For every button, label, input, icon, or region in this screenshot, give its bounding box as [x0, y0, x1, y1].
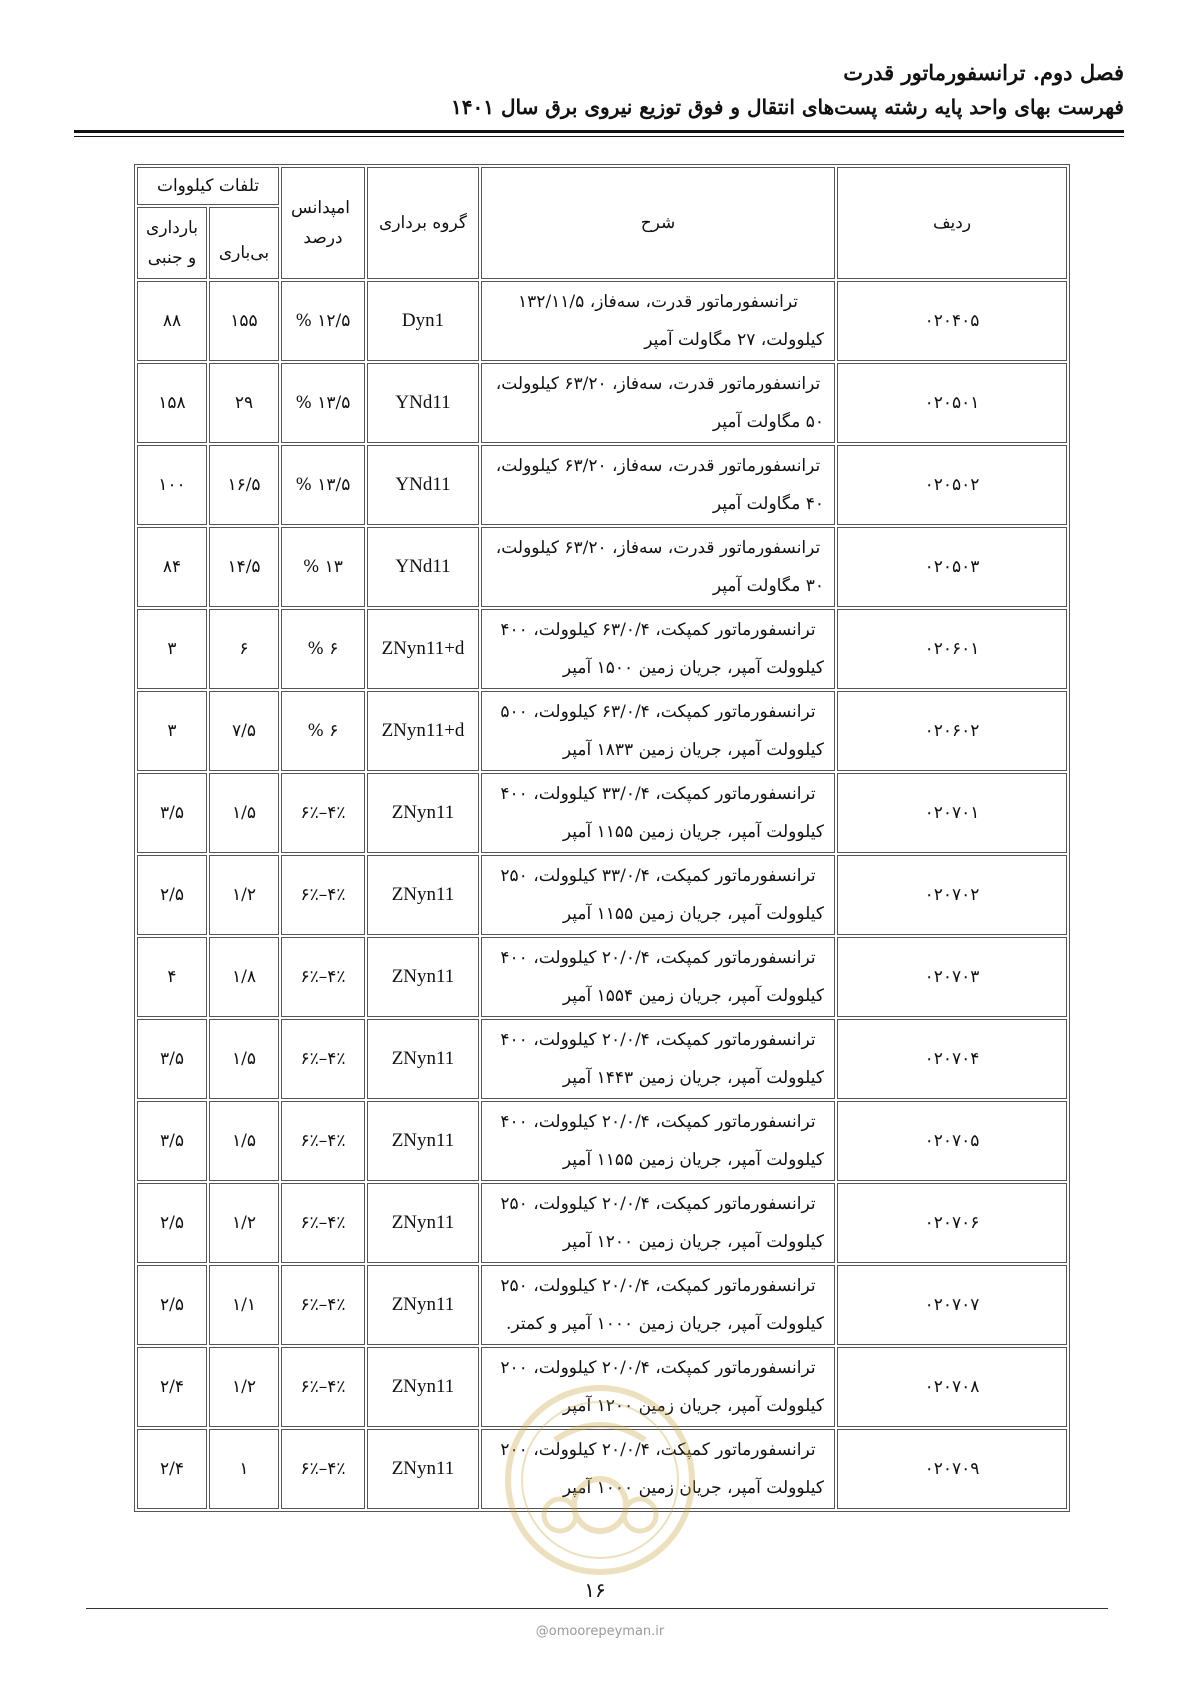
row-code: ۰۲۰۴۰۵	[837, 281, 1067, 361]
header-rule-thick	[74, 130, 1124, 133]
row-vector-group: ZNyn11+d	[367, 691, 479, 771]
page-number: ۱۶	[584, 1578, 606, 1602]
row-load-loss: ۲/۴	[137, 1429, 207, 1509]
row-impedance: ۶ %	[281, 609, 365, 689]
header-rule-thin	[74, 136, 1124, 137]
row-impedance: ۴٪–۶٪	[281, 855, 365, 935]
row-load-loss: ۳/۵	[137, 1101, 207, 1181]
row-load-loss: ۲/۵	[137, 1183, 207, 1263]
row-code: ۰۲۰۵۰۳	[837, 527, 1067, 607]
row-description: ترانسفورماتور کمپکت، ۲۰/۰/۴ کیلوولت، ۲۰۰ کیلوولت آمپر، جریان زمین ۱۲۰۰ آمپر	[481, 1347, 835, 1427]
row-code: ۰۲۰۷۰۸	[837, 1347, 1067, 1427]
row-description: ترانسفورماتور قدرت، سه‌فاز، ۶۳/۲۰ کیلوولت، ۳۰ مگاولت آمپر	[481, 527, 835, 607]
row-code: ۰۲۰۶۰۲	[837, 691, 1067, 771]
row-impedance: ۴٪–۶٪	[281, 1101, 365, 1181]
row-impedance: ۴٪–۶٪	[281, 1347, 365, 1427]
row-impedance: ۴٪–۶٪	[281, 773, 365, 853]
row-description: ترانسفورماتور کمپکت، ۲۰/۰/۴ کیلوولت، ۴۰۰ کیلوولت آمپر، جریان زمین ۱۴۴۳ آمپر	[481, 1019, 835, 1099]
row-vector-group: YNd11	[367, 445, 479, 525]
row-impedance: ۴٪–۶٪	[281, 937, 365, 1017]
row-load-loss: ۳/۵	[137, 773, 207, 853]
table-row	[137, 937, 1067, 1017]
row-impedance: ۱۳ %	[281, 527, 365, 607]
table-row	[137, 609, 1067, 689]
row-vector-group: ZNyn11	[367, 1429, 479, 1509]
row-no-load-loss: ۱۶/۵	[209, 445, 279, 525]
row-load-loss: ۲/۴	[137, 1347, 207, 1427]
row-description: ترانسفورماتور کمپکت، ۶۳/۰/۴ کیلوولت، ۵۰۰ کیلوولت آمپر، جریان زمین ۱۸۳۳ آمپر	[481, 691, 835, 771]
row-load-loss: ۳	[137, 609, 207, 689]
row-no-load-loss: ۱/۸	[209, 937, 279, 1017]
footer-rule	[86, 1608, 1108, 1609]
row-impedance: ۱۳/۵ %	[281, 445, 365, 525]
row-impedance: ۴٪–۶٪	[281, 1019, 365, 1099]
row-description: ترانسفورماتور کمپکت، ۲۰/۰/۴ کیلوولت، ۲۵۰ کیلوولت آمپر، جریان زمین ۱۰۰۰ آمپر و کمتر.	[481, 1265, 835, 1345]
header-group: گروه برداری	[367, 167, 479, 279]
row-load-loss: ۸۴	[137, 527, 207, 607]
header-sharh: شرح	[481, 167, 835, 279]
row-no-load-loss: ۱/۲	[209, 855, 279, 935]
row-description: ترانسفورماتور قدرت، سه‌فاز، ۶۳/۲۰ کیلوولت، ۵۰ مگاولت آمپر	[481, 363, 835, 443]
row-impedance: ۶ %	[281, 691, 365, 771]
row-impedance: ۴٪–۶٪	[281, 1429, 365, 1509]
row-code: ۰۲۰۷۰۵	[837, 1101, 1067, 1181]
row-vector-group: ZNyn11	[367, 1265, 479, 1345]
row-no-load-loss: ۷/۵	[209, 691, 279, 771]
row-impedance: ۱۳/۵ %	[281, 363, 365, 443]
header-impedance: امپدانس درصد	[281, 167, 365, 279]
row-no-load-loss: ۱/۵	[209, 1101, 279, 1181]
table-row	[137, 363, 1067, 443]
price-table	[134, 164, 1070, 1512]
row-vector-group: ZNyn11	[367, 1183, 479, 1263]
table-row	[137, 1265, 1067, 1345]
table-row	[137, 527, 1067, 607]
row-description: ترانسفورماتور قدرت، سه‌فاز، ۱۳۲/۱۱/۵ کیلوولت، ۲۷ مگاولت آمپر	[481, 281, 835, 361]
row-no-load-loss: ۱۴/۵	[209, 527, 279, 607]
seal-watermark-icon	[500, 1380, 700, 1580]
row-code: ۰۲۰۷۰۴	[837, 1019, 1067, 1099]
row-no-load-loss: ۱/۲	[209, 1347, 279, 1427]
table-body	[137, 281, 1067, 1509]
row-impedance: ۱۲/۵ %	[281, 281, 365, 361]
row-load-loss: ۴	[137, 937, 207, 1017]
table-row	[137, 445, 1067, 525]
document-subtitle: فهرست بهای واحد پایه رشته پست‌های انتقال و فوق توزیع نیروی برق سال ۱۴۰۱	[451, 95, 1124, 119]
row-description: ترانسفورماتور کمپکت، ۳۳/۰/۴ کیلوولت، ۲۵۰ کیلوولت آمپر، جریان زمین ۱۱۵۵ آمپر	[481, 855, 835, 935]
row-vector-group: ZNyn11	[367, 1101, 479, 1181]
table-row	[137, 855, 1067, 935]
table-row	[137, 1101, 1067, 1181]
row-vector-group: ZNyn11	[367, 855, 479, 935]
row-load-loss: ۱۵۸	[137, 363, 207, 443]
row-vector-group: ZNyn11	[367, 773, 479, 853]
row-vector-group: Dyn1	[367, 281, 479, 361]
row-code: ۰۲۰۷۰۶	[837, 1183, 1067, 1263]
row-code: ۰۲۰۵۰۲	[837, 445, 1067, 525]
row-code: ۰۲۰۷۰۲	[837, 855, 1067, 935]
header-losses: تلفات کیلووات	[137, 167, 279, 205]
row-code: ۰۲۰۵۰۱	[837, 363, 1067, 443]
row-impedance: ۴٪–۶٪	[281, 1265, 365, 1345]
row-description: ترانسفورماتور کمپکت، ۳۳/۰/۴ کیلوولت، ۴۰۰ کیلوولت آمپر، جریان زمین ۱۱۵۵ آمپر	[481, 773, 835, 853]
row-no-load-loss: ۱۵۵	[209, 281, 279, 361]
site-watermark: @omoorepeyman.ir	[535, 1624, 665, 1639]
row-code: ۰۲۰۷۰۹	[837, 1429, 1067, 1509]
row-vector-group: ZNyn11	[367, 1347, 479, 1427]
table-row	[137, 1183, 1067, 1263]
header-radif: ردیف	[837, 167, 1067, 279]
row-load-loss: ۸۸	[137, 281, 207, 361]
row-description: ترانسفورماتور کمپکت، ۲۰/۰/۴ کیلوولت، ۲۵۰ کیلوولت آمپر، جریان زمین ۱۲۰۰ آمپر	[481, 1183, 835, 1263]
row-vector-group: YNd11	[367, 363, 479, 443]
row-vector-group: ZNyn11+d	[367, 609, 479, 689]
table-row	[137, 773, 1067, 853]
row-no-load-loss: ۶	[209, 609, 279, 689]
row-vector-group: YNd11	[367, 527, 479, 607]
row-impedance: ۴٪–۶٪	[281, 1183, 365, 1263]
row-description: ترانسفورماتور کمپکت، ۲۰/۰/۴ کیلوولت، ۲۰۰ کیلوولت آمپر، جریان زمین ۱۰۰۰ آمپر	[481, 1429, 835, 1509]
table-row	[137, 691, 1067, 771]
row-vector-group: ZNyn11	[367, 1019, 479, 1099]
row-no-load-loss: ۱/۵	[209, 773, 279, 853]
table-row	[137, 1019, 1067, 1099]
row-load-loss: ۳	[137, 691, 207, 771]
header-load: بارداری و جنبی	[137, 207, 207, 279]
row-no-load-loss: ۱/۲	[209, 1183, 279, 1263]
row-code: ۰۲۰۶۰۱	[837, 609, 1067, 689]
row-code: ۰۲۰۷۰۱	[837, 773, 1067, 853]
row-no-load-loss: ۱	[209, 1429, 279, 1509]
row-code: ۰۲۰۷۰۷	[837, 1265, 1067, 1345]
row-description: ترانسفورماتور قدرت، سه‌فاز، ۶۳/۲۰ کیلوولت، ۴۰ مگاولت آمپر	[481, 445, 835, 525]
page-header	[74, 56, 1124, 124]
row-load-loss: ۲/۵	[137, 855, 207, 935]
row-description: ترانسفورماتور کمپکت، ۲۰/۰/۴ کیلوولت، ۴۰۰ کیلوولت آمپر، جریان زمین ۱۵۵۴ آمپر	[481, 937, 835, 1017]
row-load-loss: ۳/۵	[137, 1019, 207, 1099]
row-vector-group: ZNyn11	[367, 937, 479, 1017]
chapter-title: فصل دوم. ترانسفورماتور قدرت	[843, 60, 1124, 85]
row-no-load-loss: ۱/۱	[209, 1265, 279, 1345]
row-load-loss: ۲/۵	[137, 1265, 207, 1345]
row-code: ۰۲۰۷۰۳	[837, 937, 1067, 1017]
header-no-load: بی‌باری	[209, 207, 279, 279]
row-no-load-loss: ۲۹	[209, 363, 279, 443]
row-description: ترانسفورماتور کمپکت، ۶۳/۰/۴ کیلوولت، ۴۰۰ کیلوولت آمپر، جریان زمین ۱۵۰۰ آمپر	[481, 609, 835, 689]
row-description: ترانسفورماتور کمپکت، ۲۰/۰/۴ کیلوولت، ۴۰۰ کیلوولت آمپر، جریان زمین ۱۱۵۵ آمپر	[481, 1101, 835, 1181]
row-load-loss: ۱۰۰	[137, 445, 207, 525]
row-no-load-loss: ۱/۵	[209, 1019, 279, 1099]
table-row	[137, 281, 1067, 361]
